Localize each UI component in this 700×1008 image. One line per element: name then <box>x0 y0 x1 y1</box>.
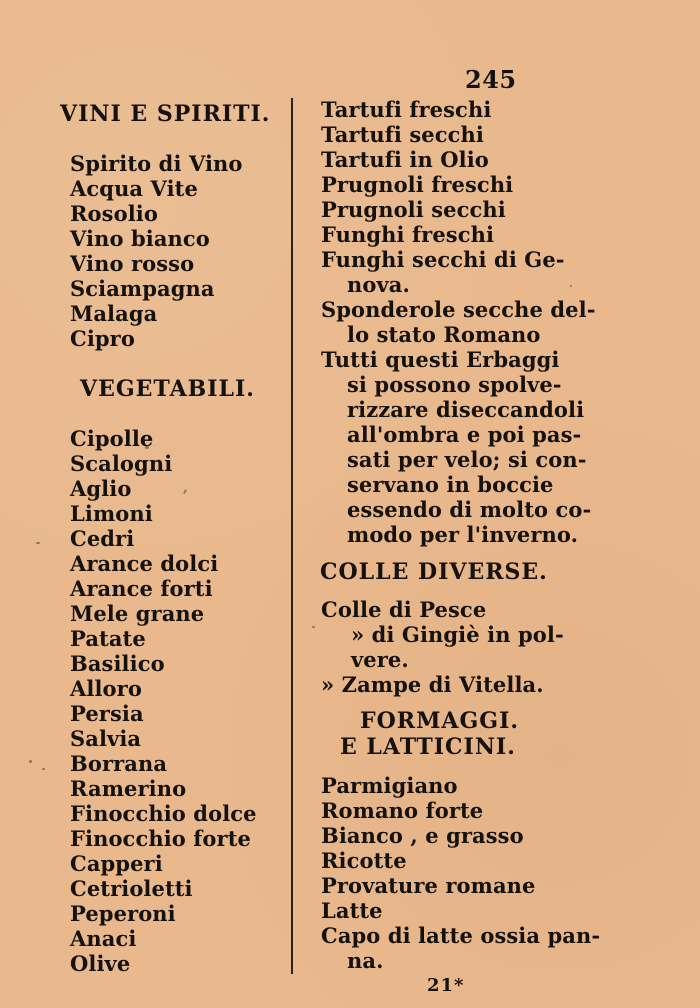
signature-mark: 21* <box>427 975 465 996</box>
list-item: Malaga <box>70 301 158 326</box>
list-item: Cedri <box>70 526 135 551</box>
list-item: Arance forti <box>70 576 213 601</box>
paper-speck <box>570 285 572 287</box>
list-item: Borrana <box>70 751 168 776</box>
list-item: Bianco , e grasso <box>321 823 524 848</box>
list-item: na. <box>347 948 384 973</box>
list-item: si possono spolve- <box>347 372 562 397</box>
list-item: Provature romane <box>321 873 536 898</box>
list-item: Mele grane <box>70 601 205 626</box>
list-item: Olive <box>70 951 131 976</box>
list-item: Latte <box>321 898 383 923</box>
list-item: Vino bianco <box>70 226 210 251</box>
list-item: Basilico <box>70 651 165 676</box>
list-item: Cipolle <box>70 426 154 451</box>
list-item: Rosolio <box>70 201 158 226</box>
list-item: Capperi <box>70 851 163 876</box>
section-title-latticini: E LATTICINI. <box>340 734 516 760</box>
list-item: Tartufi secchi <box>321 122 484 147</box>
list-item: Aglio <box>70 476 132 501</box>
list-item: Prugnoli freschi <box>321 172 514 197</box>
list-item: » Zampe di Vitella. <box>321 672 544 697</box>
list-item: Sciampagna <box>70 276 215 301</box>
paper-speck <box>145 446 149 449</box>
list-item: modo per l'inverno. <box>347 522 579 547</box>
list-item: vere. <box>351 647 409 672</box>
list-item: Cipro <box>70 326 135 351</box>
list-item: Limoni <box>70 501 153 526</box>
paper-speck <box>29 760 32 763</box>
list-item: Peperoni <box>70 901 176 926</box>
paper-speck <box>312 626 315 628</box>
right-column-block-1 <box>321 97 596 547</box>
left-column-list-1 <box>70 151 290 351</box>
right-column-block-2 <box>321 597 571 697</box>
section-title-formaggi: FORMAGGI. <box>360 708 520 734</box>
list-item: Funghi secchi di Ge- <box>321 247 565 272</box>
list-item: Prugnoli secchi <box>321 197 506 222</box>
list-item: lo stato Romano <box>347 322 541 347</box>
list-item: Persia <box>70 701 144 726</box>
paper-speck <box>36 542 40 544</box>
list-item: Ricotte <box>321 848 407 873</box>
list-item: Vino rosso <box>70 251 195 276</box>
list-item: all'ombra e poi pas- <box>347 422 582 447</box>
list-item: Tutti questi Erbaggi <box>321 347 560 372</box>
page-number: 245 <box>465 65 517 94</box>
column-divider <box>291 98 293 974</box>
list-item: sati per velo; si con- <box>347 447 587 472</box>
list-item: Finocchio dolce <box>70 801 257 826</box>
list-item: Funghi freschi <box>321 222 495 247</box>
right-column-block-3 <box>321 773 601 973</box>
list-item: » di Gingiè in pol- <box>351 622 564 647</box>
list-item: Anaci <box>70 926 137 951</box>
list-item: Parmigiano <box>321 773 458 798</box>
list-item: Sponderole secche del- <box>321 297 596 322</box>
list-item: rizzare diseccandoli <box>347 397 585 422</box>
list-item: Tartufi freschi <box>321 97 492 122</box>
section-title-colle-diverse: COLLE DIVERSE. <box>320 559 548 585</box>
list-item: Cetrioletti <box>70 876 193 901</box>
paper-speck <box>42 768 45 770</box>
left-column-list-2 <box>70 426 290 976</box>
list-item: Tartufi in Olio <box>321 147 489 172</box>
list-item: Colle di Pesce <box>321 597 487 622</box>
list-item: nova. <box>347 272 410 297</box>
list-item: Patate <box>70 626 146 651</box>
paper-speck <box>508 186 511 188</box>
list-item: Capo di latte ossia pan- <box>321 923 601 948</box>
list-item: essendo di molto co- <box>347 497 592 522</box>
list-item: servano in boccie <box>347 472 554 497</box>
list-item: Ramerino <box>70 776 187 801</box>
list-item: Scalogni <box>70 451 173 476</box>
list-item: Finocchio forte <box>70 826 251 851</box>
list-item: Acqua Vite <box>70 176 198 201</box>
list-item: Spirito di Vino <box>70 151 243 176</box>
section-title-vegetabili: VEGETABILI. <box>80 376 255 402</box>
list-item: Romano forte <box>321 798 484 823</box>
list-item: Alloro <box>70 676 142 701</box>
list-item: Arance dolci <box>70 551 219 576</box>
section-title-vini-e-spiriti: VINI E SPIRITI. <box>60 101 271 127</box>
list-item: Salvia <box>70 726 142 751</box>
